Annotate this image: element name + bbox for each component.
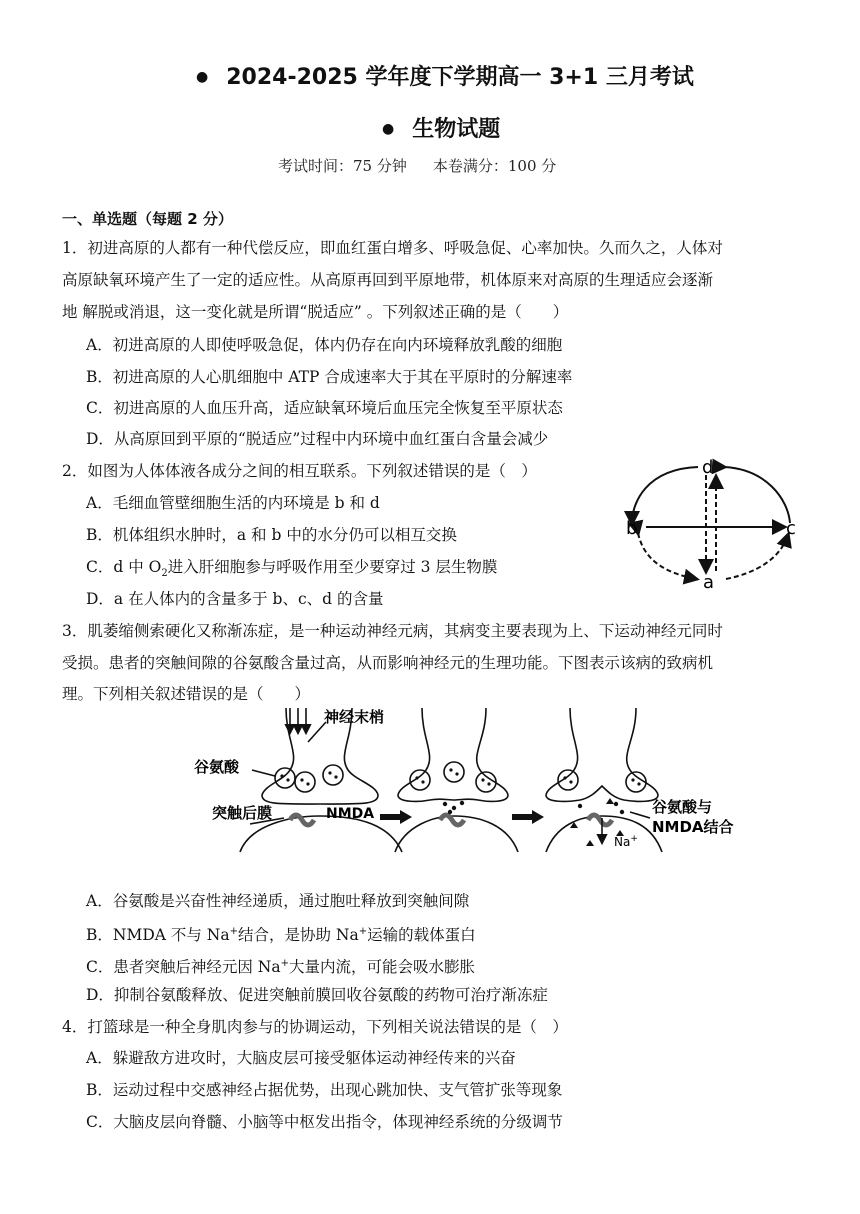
vesicle <box>444 762 464 782</box>
label-postsynaptic-membrane: 突触后膜 <box>212 804 273 822</box>
q3-stem-line1: 3．肌萎缩侧索硬化又称渐冻症，是一种运动神经元病，其病变主要表现为上、下运动神经元同时 <box>62 622 723 640</box>
q4-option-b: B．运动过程中交感神经占据优势，出现心跳加快、支气管扩张等现象 <box>86 1081 563 1099</box>
vesicle <box>476 772 496 792</box>
postsynaptic-membrane-2 <box>395 816 518 852</box>
arrow-a-to-c <box>726 535 788 579</box>
q3-option-b: B．NMDA 不与 Na+结合，是协助 Na+运输的载体蛋白 <box>86 926 476 945</box>
presynaptic-terminal-3 <box>546 708 658 801</box>
label-binding-line2: NMDA结合 <box>652 818 734 836</box>
q1-option-d: D．从高原回到平原的“脱适应”过程中内环境中血红蛋白含量会减少 <box>86 430 549 448</box>
exam-meta <box>278 155 556 176</box>
vesicle <box>626 772 646 792</box>
q3-option-c: C．患者突触后神经元因 Na+大量内流，可能会吸水膨胀 <box>86 958 475 977</box>
label-nerve-ending: 神经末梢 <box>324 708 385 726</box>
q3-stem-line3: 理。下列相关叙述错误的是（ ） <box>62 685 311 703</box>
q2-option-a: A．毛细血管壁细胞生活的内环境是 b 和 d <box>86 494 380 512</box>
pointer-line-glutamate <box>252 770 275 776</box>
body-fluid-diagram <box>616 455 806 590</box>
q1-stem-line2: 高原缺氧环境产生了一定的适应性。从高原再回到平原地带，机体原来对高原的生理适应会逐渐 <box>62 271 714 289</box>
label-d: d <box>702 457 714 478</box>
exam-score: 本卷满分：100 分 <box>432 157 557 175</box>
exam-title <box>196 60 694 91</box>
label-glutamate: 谷氨酸 <box>194 758 240 776</box>
bullet-icon: ● <box>382 121 395 137</box>
arrow-b-a <box>638 533 696 579</box>
pointer-line-binding <box>630 812 650 818</box>
q1-option-a: A．初进高原的人即使呼吸急促，体内仍存在向内环境释放乳酸的细胞 <box>86 336 563 354</box>
q2-option-b: B．机体组织水肿时，a 和 b 中的水分仍可以相互交换 <box>86 526 457 544</box>
q1-stem-line1: 1．初进高原的人都有一种代偿反应，即血红蛋白增多、呼吸急促、心率加快。久而久之，人体对 <box>62 239 723 257</box>
bullet-icon: ● <box>196 69 209 85</box>
q3-option-d: D．抑制谷氨酸释放、促进突触前膜回收谷氨酸的药物可治疗渐冻症 <box>86 986 548 1004</box>
label-binding-line1: 谷氨酸与 <box>652 798 713 816</box>
q2-option-d: D．a 在人体内的含量多于 b、c、d 的含量 <box>86 590 384 608</box>
q1-option-c: C．初进高原的人血压升高，适应缺氧环境后血压完全恢复至平原状态 <box>86 399 563 417</box>
q4-stem: 4．打篮球是一种全身肌肉参与的协调运动，下列相关说法错误的是（ ） <box>62 1018 568 1036</box>
arrow-c-to-d <box>724 467 790 523</box>
q4-option-c: C．大脑皮层向脊髓、小脑等中枢发出指令，体现神经系统的分级调节 <box>86 1113 563 1131</box>
vesicle <box>295 772 315 792</box>
section-heading: 一、单选题（每题 2 分） <box>62 210 233 228</box>
exam-subtitle-text: 生物试题 <box>412 117 501 142</box>
label-c: c <box>786 518 796 539</box>
q3-option-a: A．谷氨酸是兴奋性神经递质，通过胞吐释放到突触间隙 <box>86 892 470 910</box>
q1-option-b: B．初进高原的人心肌细胞中 ATP 合成速率大于其在平原时的分解速率 <box>86 368 573 386</box>
label-b: b <box>626 518 638 539</box>
exam-time: 考试时间：75 分钟 <box>278 157 407 175</box>
label-nmda: NMDA <box>326 806 375 822</box>
exam-subtitle <box>382 112 500 143</box>
q3-stem-line2: 受损。患者的突触间隙的谷氨酸含量过高，从而影响神经元的生理功能。下图表示该病的致病机 <box>62 654 714 672</box>
synapse-figure <box>190 700 770 860</box>
q2-option-c: C．d 中 $O_2$进入肝细胞参与呼吸作用至少要穿过 3 层生物膜 <box>86 558 498 580</box>
q4-option-a: A．躲避敌方进攻时，大脑皮层可接受躯体运动神经传来的兴奋 <box>86 1049 516 1067</box>
label-a: a <box>703 572 715 590</box>
q1-stem-line3: 地 解脱或消退，这一变化就是所谓“脱适应” 。下列叙述正确的是（ ） <box>62 303 569 321</box>
arrow-d-to-b <box>632 467 698 523</box>
label-sodium: Na+ <box>614 834 638 849</box>
exam-title-text: 2024-2025 学年度下学期高一 3+1 三月考试 <box>226 65 694 90</box>
q2-stem: 2．如图为人体体液各成分之间的相互联系。下列叙述错误的是（ ） <box>62 462 537 480</box>
vesicle <box>275 768 295 788</box>
vesicle <box>323 765 343 785</box>
